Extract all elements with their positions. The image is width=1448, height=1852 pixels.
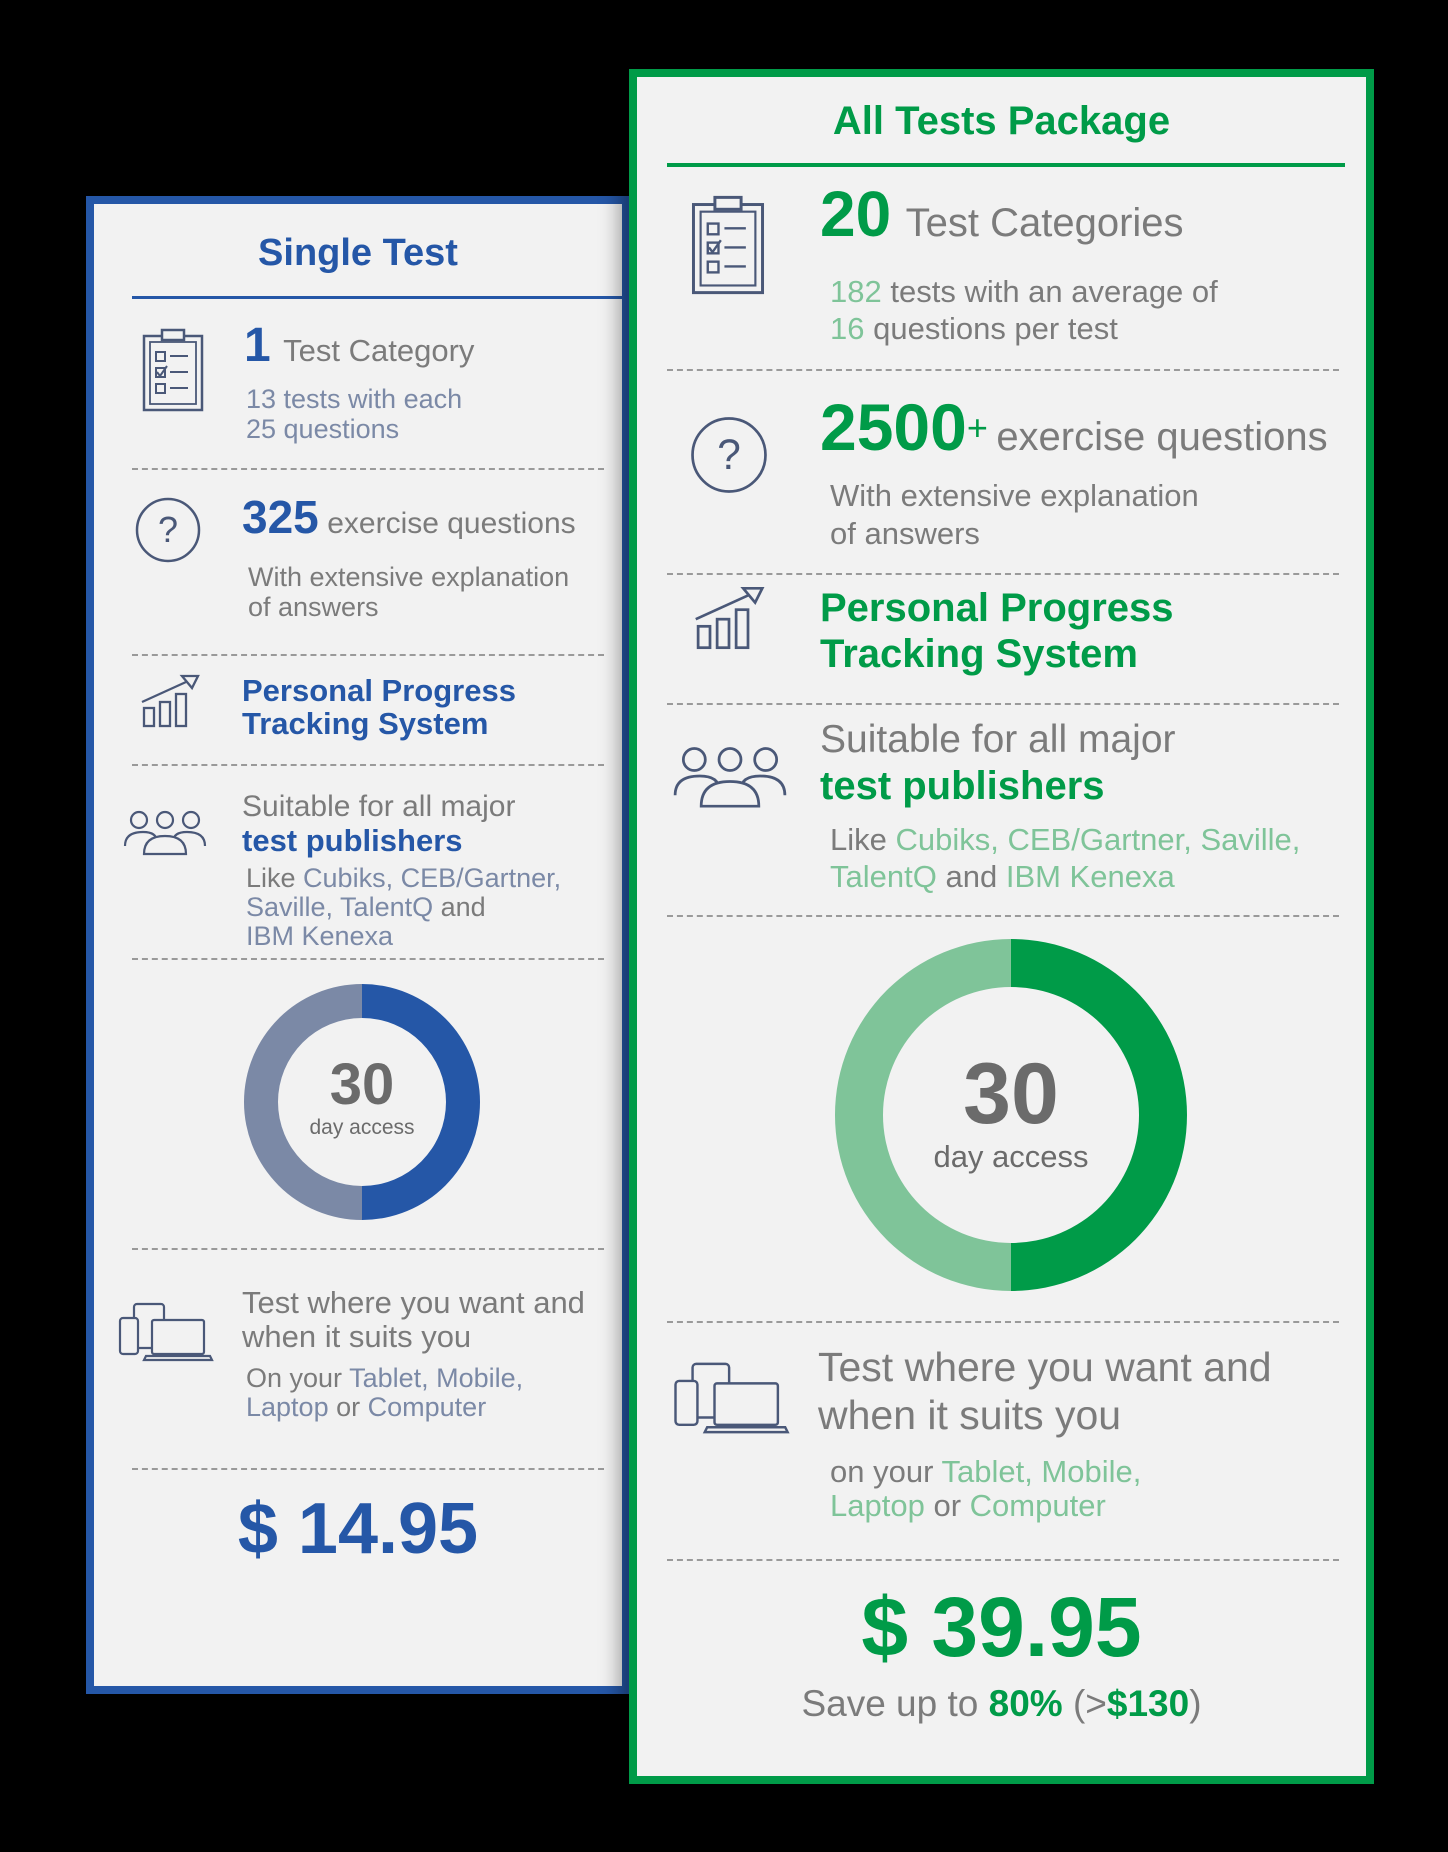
- question-icon: [689, 415, 769, 495]
- device-names: Laptop: [246, 1392, 329, 1422]
- publisher-names: TalentQ: [830, 859, 937, 894]
- device-list: [246, 1364, 523, 1422]
- questions-count: 325: [242, 491, 319, 543]
- divider: [132, 468, 604, 470]
- publishers-emphasis: test publishers: [820, 764, 1105, 808]
- tests-description: [830, 273, 1218, 347]
- device-names: Computer: [969, 1488, 1106, 1523]
- question-icon: [134, 496, 202, 564]
- tracking-line: Personal Progress: [242, 673, 516, 708]
- people-group-icon: [122, 808, 208, 856]
- progress-chart-icon: [138, 672, 202, 730]
- single-test-title: Single Test: [258, 232, 458, 274]
- questions-heading: [820, 389, 1328, 465]
- questions-label: exercise questions: [996, 415, 1328, 459]
- questions-line: 25 questions: [246, 414, 400, 444]
- like-text: Like: [246, 863, 296, 893]
- divider: [667, 573, 1339, 575]
- publisher-names: IBM Kenexa: [246, 921, 394, 951]
- questions-label: exercise questions: [327, 507, 576, 540]
- category-heading: [820, 177, 1184, 251]
- title-underline: [132, 296, 622, 299]
- divider: [132, 654, 604, 656]
- device-heading: [242, 1286, 585, 1354]
- publishers-list: [246, 864, 561, 951]
- category-label: Test Category: [283, 333, 475, 368]
- all-price: $ 39.95: [861, 1580, 1142, 1674]
- tests-description: [246, 384, 462, 444]
- questions-count: 2500: [820, 390, 967, 464]
- category-count: 1: [244, 319, 271, 372]
- save-prefix: Save up to: [801, 1683, 979, 1724]
- people-group-icon: [671, 743, 789, 809]
- and-text: and: [440, 892, 486, 922]
- on-your-text: on your: [830, 1454, 934, 1489]
- device-names: Tablet, Mobile,: [349, 1363, 524, 1393]
- access-number: 30: [329, 1052, 395, 1117]
- or-text: or: [933, 1488, 962, 1523]
- publishers-line: Suitable for all major: [242, 790, 516, 823]
- divider: [667, 703, 1339, 705]
- publishers-heading: [820, 717, 1176, 809]
- save-amount: $130: [1106, 1683, 1190, 1724]
- save-percent: 80%: [988, 1683, 1063, 1724]
- questions-heading: [242, 490, 576, 544]
- device-line: Test where you want and: [818, 1344, 1272, 1390]
- publishers-heading: [242, 790, 515, 858]
- publisher-names: IBM Kenexa: [1005, 859, 1175, 894]
- like-text: Like: [830, 822, 887, 857]
- explanation-line: of answers: [248, 592, 379, 622]
- explanation-text: [248, 562, 569, 622]
- svg-text:?: ?: [717, 431, 741, 479]
- on-your-text: On your: [246, 1363, 343, 1393]
- divider: [132, 1468, 604, 1470]
- explanation-line: With extensive explanation: [830, 478, 1199, 513]
- save-paren: ): [1189, 1683, 1202, 1724]
- tracking-line: Personal Progress: [820, 586, 1174, 630]
- publishers-emphasis: test publishers: [242, 823, 463, 858]
- divider: [667, 1321, 1339, 1323]
- devices-icon: [673, 1359, 795, 1437]
- access-label: day access: [933, 1139, 1089, 1174]
- access-donut-chart: [242, 982, 482, 1222]
- tests-count: 182: [830, 274, 882, 309]
- publisher-names: Cubiks, CEB/Gartner, Saville,: [895, 822, 1301, 857]
- access-donut-chart: [831, 935, 1191, 1295]
- devices-icon: [118, 1300, 218, 1364]
- divider: [667, 369, 1339, 371]
- or-text: or: [336, 1392, 361, 1422]
- tracking-line: Tracking System: [242, 706, 489, 741]
- avg-questions-text: questions per test: [873, 311, 1118, 346]
- device-list: [830, 1455, 1141, 1523]
- device-names: Tablet, Mobile,: [941, 1454, 1142, 1489]
- device-line: when it suits you: [818, 1392, 1122, 1438]
- divider: [667, 915, 1339, 917]
- publisher-names: Cubiks, CEB/Gartner,: [303, 863, 562, 893]
- svg-text:?: ?: [157, 509, 179, 550]
- save-paren: (>: [1072, 1683, 1107, 1724]
- publisher-names: Saville, TalentQ: [246, 892, 434, 922]
- savings-text: [637, 1683, 1366, 1725]
- device-line: Test where you want and: [242, 1285, 585, 1320]
- single-price: $ 14.95: [237, 1489, 479, 1569]
- category-label: Test Categories: [905, 201, 1184, 245]
- device-names: Computer: [367, 1392, 487, 1422]
- tests-line: 13 tests with each: [246, 384, 463, 414]
- divider: [132, 1248, 604, 1250]
- explanation-line: of answers: [830, 516, 980, 551]
- category-count: 20: [820, 178, 892, 250]
- all-tests-card: [629, 69, 1374, 1784]
- title-underline: [667, 163, 1345, 167]
- tests-text: tests with an average of: [890, 274, 1218, 309]
- divider: [132, 958, 604, 960]
- avg-questions-count: 16: [830, 311, 865, 346]
- access-number: 30: [963, 1046, 1059, 1142]
- tracking-text: [820, 585, 1174, 677]
- single-test-card: [86, 196, 630, 1694]
- device-line: when it suits you: [242, 1319, 472, 1354]
- divider: [132, 764, 604, 766]
- explanation-line: With extensive explanation: [248, 562, 570, 592]
- access-label: day access: [309, 1116, 415, 1139]
- clipboard-icon: [691, 195, 765, 295]
- clipboard-icon: [142, 328, 204, 412]
- questions-plus: +: [966, 406, 988, 448]
- device-names: Laptop: [830, 1488, 925, 1523]
- tracking-text: [242, 674, 516, 740]
- divider: [667, 1559, 1339, 1561]
- device-heading: [818, 1343, 1272, 1439]
- all-tests-title: All Tests Package: [832, 99, 1171, 143]
- publishers-line: Suitable for all major: [820, 718, 1176, 761]
- publishers-list: [830, 821, 1300, 895]
- and-text: and: [945, 859, 998, 894]
- category-heading: [244, 318, 474, 373]
- tracking-line: Tracking System: [820, 632, 1138, 676]
- explanation-text: [830, 477, 1199, 553]
- progress-chart-icon: [691, 583, 767, 653]
